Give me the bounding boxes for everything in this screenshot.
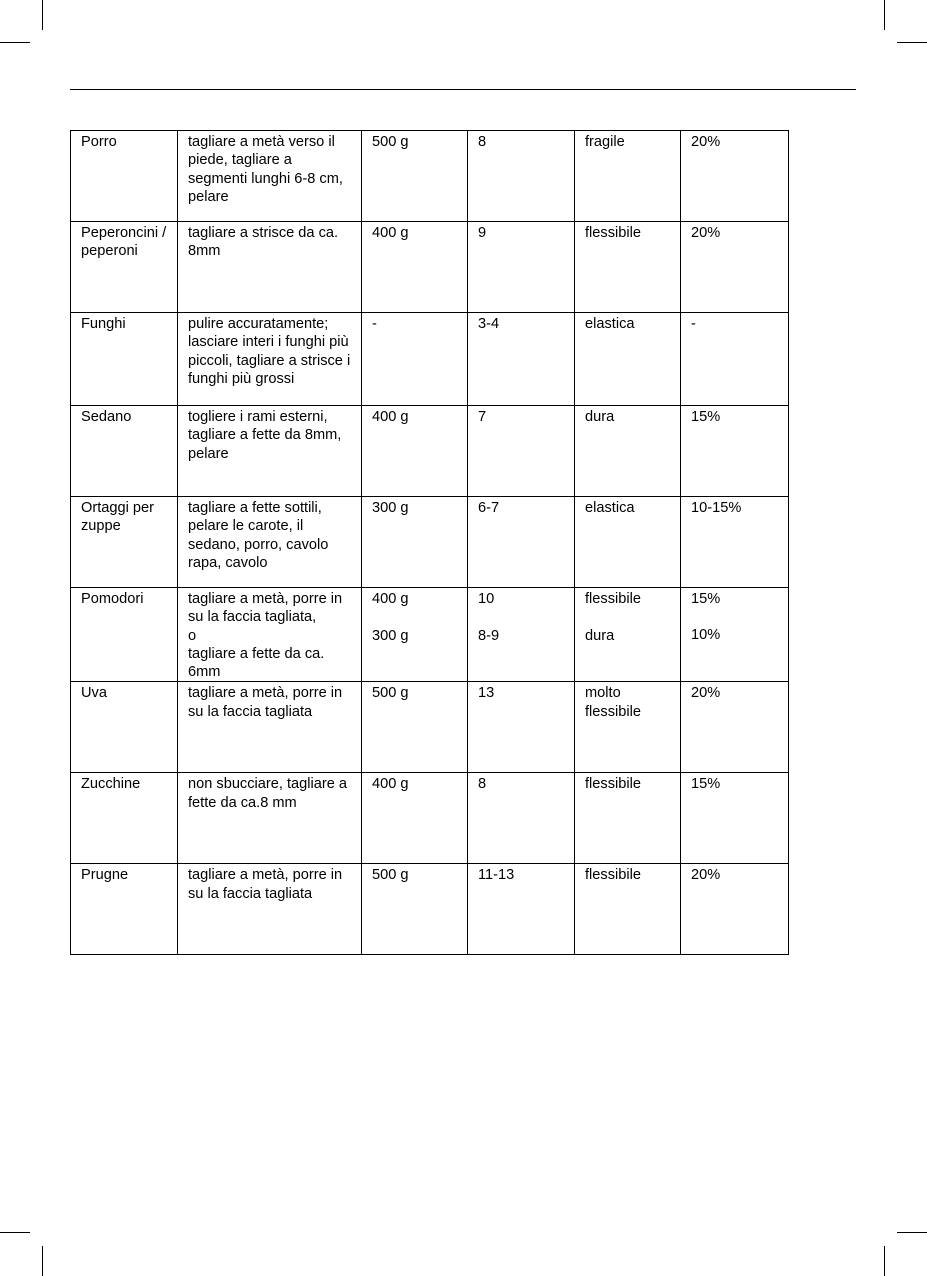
quantity-cell <box>362 313 468 406</box>
consistency: flessibile <box>585 776 641 793</box>
prep-cell <box>178 222 362 313</box>
prep-cell <box>178 406 362 497</box>
percent-cell <box>681 497 789 588</box>
consistency: flessibile <box>585 225 641 241</box>
table-row <box>71 864 789 955</box>
level-cell <box>468 131 575 222</box>
percent-alt: 10% <box>691 627 721 644</box>
prep-cell <box>178 773 362 864</box>
quantity: 400 g <box>372 409 409 425</box>
crop-mark <box>0 42 30 43</box>
consistency-cell <box>575 864 681 955</box>
consistency: elastica <box>585 316 635 332</box>
crop-mark <box>897 42 927 43</box>
prep-text: tagliare a fette sottili, pelare le carote, il sedano, porro, cavolo rapa, cavolo <box>188 500 329 571</box>
item-name-cell <box>71 864 178 955</box>
quantity-cell <box>362 682 468 773</box>
quantity-cell <box>362 497 468 588</box>
percent-cell <box>681 222 789 313</box>
prep-cell <box>178 497 362 588</box>
level: 10 <box>478 591 495 607</box>
table-row <box>71 497 789 588</box>
percent: 10-15% <box>691 500 742 516</box>
prep-text: tagliare a metà, porre in su la faccia tagliata, <box>188 591 343 626</box>
quantity-cell <box>362 864 468 955</box>
percent-cell <box>681 406 789 497</box>
level-cell <box>468 773 575 864</box>
level: 3-4 <box>478 316 500 332</box>
percent: 15% <box>691 409 721 425</box>
consistency: flessibile <box>585 591 641 607</box>
percent-cell <box>681 682 789 773</box>
quantity-cell <box>362 588 468 682</box>
item-name: Sedano <box>81 409 132 425</box>
header-rule <box>70 89 856 90</box>
prep-text: tagliare a metà, porre in su la faccia tagliata <box>188 685 343 720</box>
item-name-cell <box>71 313 178 406</box>
level: 11-13 <box>478 867 515 884</box>
percent: 20% <box>691 134 721 150</box>
prep-cell <box>178 131 362 222</box>
prep-text: non sbucciare, tagliare a fette da ca.8 mm <box>188 776 348 811</box>
consistency-alt: dura <box>585 627 615 644</box>
consistency-cell <box>575 313 681 406</box>
percent: - <box>691 316 696 332</box>
percent: 20% <box>691 225 721 241</box>
table-row <box>71 313 789 406</box>
consistency-cell <box>575 497 681 588</box>
prep-cell <box>178 588 362 682</box>
percent-cell <box>681 131 789 222</box>
level: 9 <box>478 225 487 241</box>
item-name: Zucchine <box>81 776 141 793</box>
level: 8 <box>478 776 487 793</box>
consistency: elastica <box>585 500 635 516</box>
crop-mark <box>42 1246 43 1276</box>
quantity-alt: 300 g <box>372 627 409 644</box>
prep-cell <box>178 682 362 773</box>
level-cell <box>468 497 575 588</box>
crop-mark <box>897 1232 927 1233</box>
percent-cell <box>681 773 789 864</box>
consistency-cell <box>575 222 681 313</box>
item-name-cell <box>71 222 178 313</box>
consistency: dura <box>585 409 615 425</box>
prep-text: tagliare a strisce da ca. 8mm <box>188 225 339 260</box>
level: 6-7 <box>478 500 500 516</box>
level-cell <box>468 864 575 955</box>
item-name-cell <box>71 497 178 588</box>
level: 13 <box>478 685 495 702</box>
consistency-cell <box>575 588 681 682</box>
table-row <box>71 131 789 222</box>
item-name: Pomodori <box>81 591 144 607</box>
item-name: Funghi <box>81 316 126 332</box>
percent: 15% <box>691 591 721 607</box>
quantity: 400 g <box>372 225 409 241</box>
level-cell <box>468 406 575 497</box>
level-alt: 8-9 <box>478 627 500 644</box>
item-name-cell <box>71 682 178 773</box>
percent: 15% <box>691 776 721 793</box>
quantity-cell <box>362 131 468 222</box>
consistency: fragile <box>585 134 625 150</box>
prep-text: tagliare a metà verso il piede, tagliare a segmenti lunghi 6-8 cm, pelare <box>188 134 343 205</box>
quantity: - <box>372 316 377 332</box>
item-name-cell <box>71 588 178 682</box>
level-cell <box>468 313 575 406</box>
quantity: 500 g <box>372 867 409 884</box>
percent-cell <box>681 864 789 955</box>
quantity-cell <box>362 222 468 313</box>
item-name: Porro <box>81 134 117 150</box>
item-name: Prugne <box>81 867 129 884</box>
consistency-cell <box>575 406 681 497</box>
quantity: 400 g <box>372 776 409 793</box>
consistency-cell <box>575 682 681 773</box>
percent-cell <box>681 588 789 682</box>
table-row <box>71 222 789 313</box>
level-cell <box>468 682 575 773</box>
item-name: Uva <box>81 685 107 702</box>
prep-or: o <box>188 627 197 644</box>
quantity: 500 g <box>372 134 409 150</box>
table-row <box>71 406 789 497</box>
crop-mark <box>884 0 885 30</box>
table-row <box>71 682 789 773</box>
percent: 20% <box>691 867 721 884</box>
percent-cell <box>681 313 789 406</box>
prep-text: pulire accuratamente; lasciare interi i funghi più piccoli, tagliare a strisce i funghi più grossi <box>188 316 351 387</box>
item-name-cell <box>71 131 178 222</box>
prep-text: togliere i rami esterni, tagliare a fette da 8mm, pelare <box>188 409 342 462</box>
crop-mark <box>0 1232 30 1233</box>
item-name: Peperoncini / peperoni <box>81 225 167 260</box>
consistency: molto flessibile <box>585 685 641 720</box>
table-row <box>71 588 789 682</box>
quantity: 300 g <box>372 500 409 516</box>
level: 8 <box>478 134 487 150</box>
prep-cell <box>178 313 362 406</box>
prep-text: tagliare a metà, porre in su la faccia tagliata <box>188 867 343 902</box>
prep-text-alt: tagliare a fette da ca. 6mm <box>188 645 325 681</box>
crop-mark <box>42 0 43 30</box>
item-name-cell <box>71 773 178 864</box>
quantity-cell <box>362 773 468 864</box>
level: 7 <box>478 409 487 425</box>
consistency-cell <box>575 131 681 222</box>
quantity-cell <box>362 406 468 497</box>
quantity: 400 g <box>372 591 409 607</box>
table-row <box>71 773 789 864</box>
crop-mark <box>884 1246 885 1276</box>
item-name: Ortaggi per zuppe <box>81 500 155 535</box>
consistency-cell <box>575 773 681 864</box>
level-cell <box>468 588 575 682</box>
consistency: flessibile <box>585 867 641 884</box>
level-cell <box>468 222 575 313</box>
vegetable-table <box>70 130 789 955</box>
prep-cell <box>178 864 362 955</box>
item-name-cell <box>71 406 178 497</box>
quantity: 500 g <box>372 685 409 702</box>
percent: 20% <box>691 685 721 702</box>
